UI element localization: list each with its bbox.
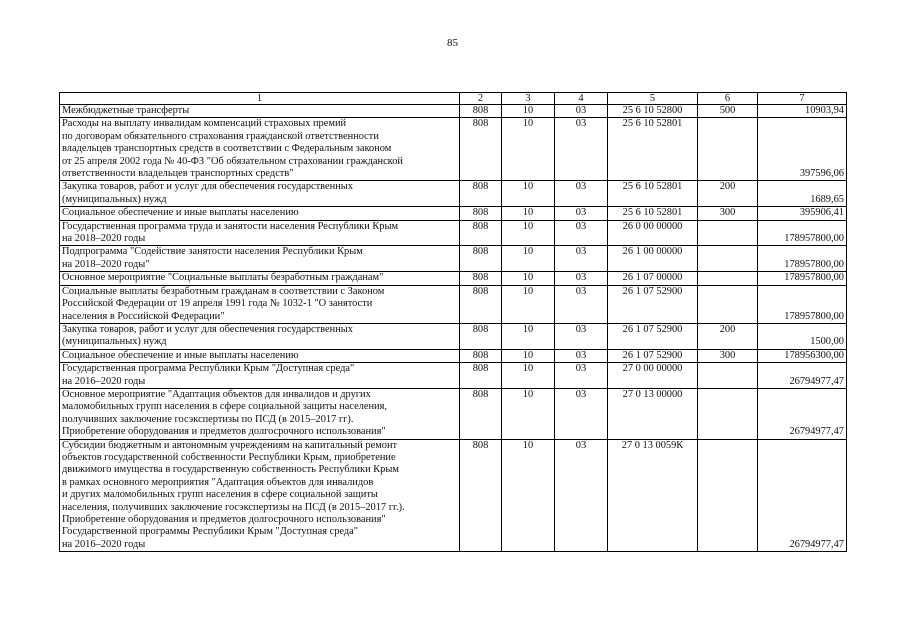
row-name: Расходы на выплату инвалидам компенсаций страховых премий по договорам обязательного страхования гражданской ответственности владельцев транспортных средств в соответствии с Федеральным законом от 25 апреля 2002 года № 40-ФЗ "Об обязательном страховании гражданской ответственности владельцев транспортных средств"	[60, 118, 460, 181]
row-expense-type: 200	[698, 323, 758, 349]
table-row	[60, 285, 847, 323]
row-section: 10	[502, 363, 555, 389]
table-row	[60, 207, 847, 220]
header-col-6: 6	[698, 93, 758, 105]
table-row	[60, 388, 847, 439]
row-subsection: 03	[555, 363, 608, 389]
header-col-5: 5	[608, 93, 698, 105]
row-amount: 10903,94	[758, 105, 847, 118]
row-name: Основное мероприятие "Адаптация объектов для инвалидов и других маломобильных групп населения в сфере социальной защиты населения, получивших заключение госэкспертизы по ПСД (в 2015–2017 гг). Приобретение оборудования и предметов долгосрочного использования"	[60, 388, 460, 439]
row-target-article: 25 6 10 52801	[608, 181, 698, 207]
row-expense-type	[698, 388, 758, 439]
row-ministry-code: 808	[460, 207, 502, 220]
row-amount: 178957800,00	[758, 246, 847, 272]
row-target-article: 26 1 07 52900	[608, 349, 698, 362]
header-col-2: 2	[460, 93, 502, 105]
row-ministry-code: 808	[460, 246, 502, 272]
row-subsection: 03	[555, 439, 608, 552]
row-section: 10	[502, 349, 555, 362]
row-amount: 26794977,47	[758, 439, 847, 552]
row-name: Подпрограмма "Содействие занятости населения Республики Крым на 2018–2020 годы"	[60, 246, 460, 272]
row-subsection: 03	[555, 118, 608, 181]
row-target-article: 27 0 00 00000	[608, 363, 698, 389]
row-expense-type: 200	[698, 181, 758, 207]
row-subsection: 03	[555, 220, 608, 246]
row-name: Социальное обеспечение и иные выплаты населению	[60, 349, 460, 362]
row-amount: 26794977,47	[758, 363, 847, 389]
row-target-article: 26 0 00 00000	[608, 220, 698, 246]
row-ministry-code: 808	[460, 118, 502, 181]
row-expense-type: 500	[698, 105, 758, 118]
row-name: Социальное обеспечение и иные выплаты населению	[60, 207, 460, 220]
table-row	[60, 246, 847, 272]
table-body	[60, 105, 847, 552]
row-subsection: 03	[555, 246, 608, 272]
row-name: Социальные выплаты безработным гражданам в соответствии с Законом Российской Федерации от 19 апреля 1991 года № 1032-1 "О занятости населения в Российской Федерации"	[60, 285, 460, 323]
row-target-article: 25 6 10 52801	[608, 207, 698, 220]
row-name: Закупка товаров, работ и услуг для обеспечения государственных (муниципальных) нужд	[60, 181, 460, 207]
row-amount: 178956300,00	[758, 349, 847, 362]
header-col-7: 7	[758, 93, 847, 105]
row-target-article: 26 1 00 00000	[608, 246, 698, 272]
page-number: 85	[447, 37, 458, 49]
row-expense-type	[698, 439, 758, 552]
row-expense-type	[698, 118, 758, 181]
row-target-article: 27 0 13 0059К	[608, 439, 698, 552]
row-subsection: 03	[555, 349, 608, 362]
row-target-article: 26 1 07 52900	[608, 323, 698, 349]
table-row	[60, 118, 847, 181]
row-subsection: 03	[555, 388, 608, 439]
row-subsection: 03	[555, 285, 608, 323]
row-section: 10	[502, 105, 555, 118]
row-ministry-code: 808	[460, 220, 502, 246]
row-section: 10	[502, 220, 555, 246]
row-name: Закупка товаров, работ и услуг для обеспечения государственных (муниципальных) нужд	[60, 323, 460, 349]
table-row	[60, 323, 847, 349]
row-name: Межбюджетные трансферты	[60, 105, 460, 118]
row-target-article: 27 0 13 00000	[608, 388, 698, 439]
row-amount: 26794977,47	[758, 388, 847, 439]
table-row	[60, 181, 847, 207]
row-subsection: 03	[555, 207, 608, 220]
row-subsection: 03	[555, 181, 608, 207]
row-name: Субсидии бюджетным и автономным учреждениям на капитальный ремонт объектов государственной собственности Республики Крым, приобретение движимого имущества в государственную собственность Республики Крым в рамках основного мероприятия "Адаптация объектов для инвалидов и других маломобильных групп населения в сфере социальной защиты населения, получивших заключение госэкспертизы на ПСД (в 2015–2017 гг.). Приобретение оборудования и предметов долгосрочного использования" Государственной программы Республики Крым "Доступная среда" на 2016–2020 годы	[60, 439, 460, 552]
row-ministry-code: 808	[460, 363, 502, 389]
row-expense-type	[698, 246, 758, 272]
header-col-3: 3	[502, 93, 555, 105]
row-target-article: 25 6 10 52801	[608, 118, 698, 181]
row-ministry-code: 808	[460, 105, 502, 118]
row-section: 10	[502, 285, 555, 323]
row-subsection: 03	[555, 105, 608, 118]
row-expense-type: 300	[698, 349, 758, 362]
row-subsection: 03	[555, 272, 608, 285]
row-expense-type	[698, 272, 758, 285]
row-expense-type	[698, 363, 758, 389]
header-col-1: 1	[60, 93, 460, 105]
row-section: 10	[502, 272, 555, 285]
row-amount: 1500,00	[758, 323, 847, 349]
row-amount: 1689,65	[758, 181, 847, 207]
row-subsection: 03	[555, 323, 608, 349]
row-section: 10	[502, 207, 555, 220]
row-target-article: 26 1 07 00000	[608, 272, 698, 285]
row-ministry-code: 808	[460, 272, 502, 285]
row-ministry-code: 808	[460, 181, 502, 207]
row-ministry-code: 808	[460, 323, 502, 349]
row-expense-type	[698, 220, 758, 246]
row-amount: 397596,06	[758, 118, 847, 181]
row-section: 10	[502, 388, 555, 439]
row-ministry-code: 808	[460, 285, 502, 323]
row-amount: 178957800,00	[758, 220, 847, 246]
row-target-article: 26 1 07 52900	[608, 285, 698, 323]
row-ministry-code: 808	[460, 439, 502, 552]
row-section: 10	[502, 246, 555, 272]
table-row	[60, 439, 847, 552]
table-header-row	[60, 93, 847, 105]
table-row	[60, 363, 847, 389]
budget-table	[59, 92, 847, 552]
row-expense-type	[698, 285, 758, 323]
table-row	[60, 220, 847, 246]
row-amount: 395906,41	[758, 207, 847, 220]
row-ministry-code: 808	[460, 349, 502, 362]
table-row	[60, 272, 847, 285]
row-amount: 178957800,00	[758, 272, 847, 285]
table-row	[60, 105, 847, 118]
row-amount: 178957800,00	[758, 285, 847, 323]
table-row	[60, 349, 847, 362]
row-section: 10	[502, 439, 555, 552]
row-target-article: 25 6 10 52800	[608, 105, 698, 118]
row-ministry-code: 808	[460, 388, 502, 439]
row-name: Государственная программа труда и занятости населения Республики Крым на 2018–2020 годы	[60, 220, 460, 246]
row-expense-type: 300	[698, 207, 758, 220]
row-section: 10	[502, 181, 555, 207]
header-col-4: 4	[555, 93, 608, 105]
row-section: 10	[502, 323, 555, 349]
row-name: Государственная программа Республики Крым "Доступная среда" на 2016–2020 годы	[60, 363, 460, 389]
row-name: Основное мероприятие "Социальные выплаты безработным гражданам"	[60, 272, 460, 285]
row-section: 10	[502, 118, 555, 181]
